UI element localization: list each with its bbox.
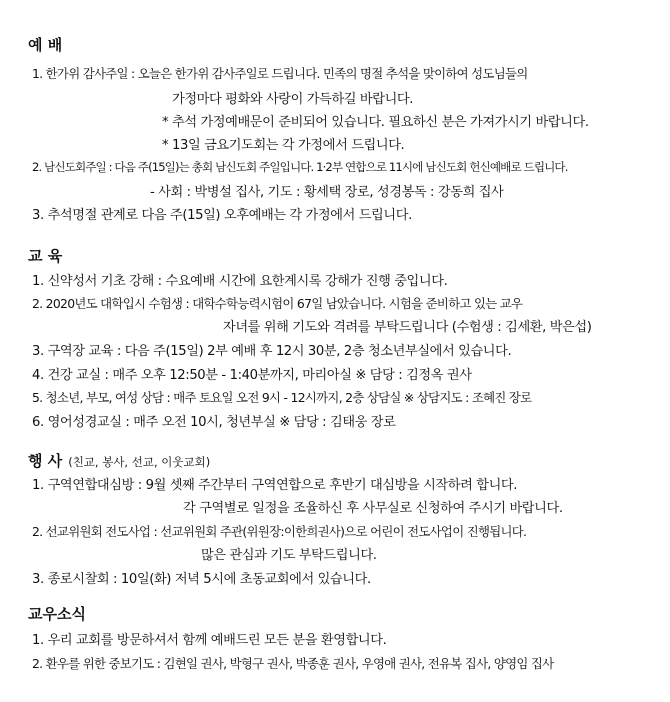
events-item-1-cont: 각 구역별로 일정을 조율하신 후 사무실로 신청하여 주시기 바랍니다.	[183, 501, 563, 516]
section-heading-education: 교 육	[28, 247, 63, 265]
education-item-2: 2. 2020년도 대학입시 수험생 : 대학수학능력시험이 67일 남았습니다. 시험을 준비하고 있는 교우	[32, 296, 523, 311]
section-heading-news: 교우소식	[28, 605, 86, 623]
worship-item-2: 2. 남신도회주일 : 다음 주(15일)는 총회 남신도회 주일입니다. 1·2부 연합으로 11시에 남신도회 헌신예배로 드립니다.	[32, 160, 568, 174]
education-item-6: 6. 영어성경교실 : 매주 오전 10시, 청년부실 ※ 담당 : 김태웅 장로	[32, 415, 396, 430]
worship-item-1-cont: 가정마다 평화와 사랑이 가득하길 바랍니다.	[172, 92, 414, 107]
news-item-1: 1. 우리 교회를 방문하셔서 함께 예배드린 모든 분을 환영합니다.	[32, 633, 387, 648]
worship-note-1: * 추석 가정예배문이 준비되어 있습니다. 필요하신 분은 가져가시기 바랍니다.	[162, 115, 589, 130]
worship-note-2: * 13일 금요기도회는 각 가정에서 드립니다.	[162, 138, 405, 153]
events-subheading: (친교, 봉사, 선교, 이웃교회)	[68, 455, 211, 469]
events-item-2: 2. 선교위원회 전도사업 : 선교위원회 주관(위원장:이한희권사)으로 어린이 전도사업이 진행됩니다.	[32, 524, 527, 539]
education-item-1: 1. 신약성서 기초 강해 : 수요예배 시간에 요한계시록 강해가 진행 중입니다.	[32, 274, 448, 289]
education-item-2-cont: 자녀를 위해 기도와 격려를 부탁드립니다 (수험생 : 김세환, 박은섭)	[223, 320, 592, 335]
events-item-3: 3. 종로시찰회 : 10일(화) 저녁 5시에 초동교회에서 있습니다.	[32, 572, 371, 587]
worship-item-3: 3. 추석명절 관계로 다음 주(15일) 오후예배는 각 가정에서 드립니다.	[32, 208, 412, 223]
worship-item-2-detail: - 사회 : 박병설 집사, 기도 : 황세택 장로, 성경봉독 : 강동희 집사	[150, 185, 504, 200]
news-item-2: 2. 환우를 위한 중보기도 : 김현일 권사, 박형구 권사, 박종훈 권사, 우영애 권사, 전유복 집사, 양영임 집사	[32, 656, 554, 671]
events-item-1: 1. 구역연합대심방 : 9월 셋째 주간부터 구역연합으로 후반기 대심방을 시작하려 합니다.	[32, 478, 518, 493]
education-item-5: 5. 청소년, 부모, 여성 상담 : 매주 토요일 오전 9시 - 12시까지, 2층 상담실 ※ 상담지도 : 조혜진 장로	[32, 390, 532, 405]
section-heading-events	[28, 450, 210, 471]
worship-item-1: 1. 한가위 감사주일 : 오늘은 한가위 감사주일로 드립니다. 민족의 명절 추석을 맞이하여 성도님들의	[32, 66, 528, 81]
education-item-4: 4. 건강 교실 : 매주 오후 12:50분 - 1:40분까지, 마리아실 ※ 담당 : 김정옥 권사	[32, 368, 472, 383]
events-heading-text: 행 사	[28, 452, 63, 470]
education-item-3: 3. 구역장 교육 : 다음 주(15일) 2부 예배 후 12시 30분, 2층 청소년부실에서 있습니다.	[32, 344, 512, 359]
section-heading-worship: 예 배	[28, 36, 63, 54]
events-item-2-cont: 많은 관심과 기도 부탁드립니다.	[201, 548, 377, 563]
